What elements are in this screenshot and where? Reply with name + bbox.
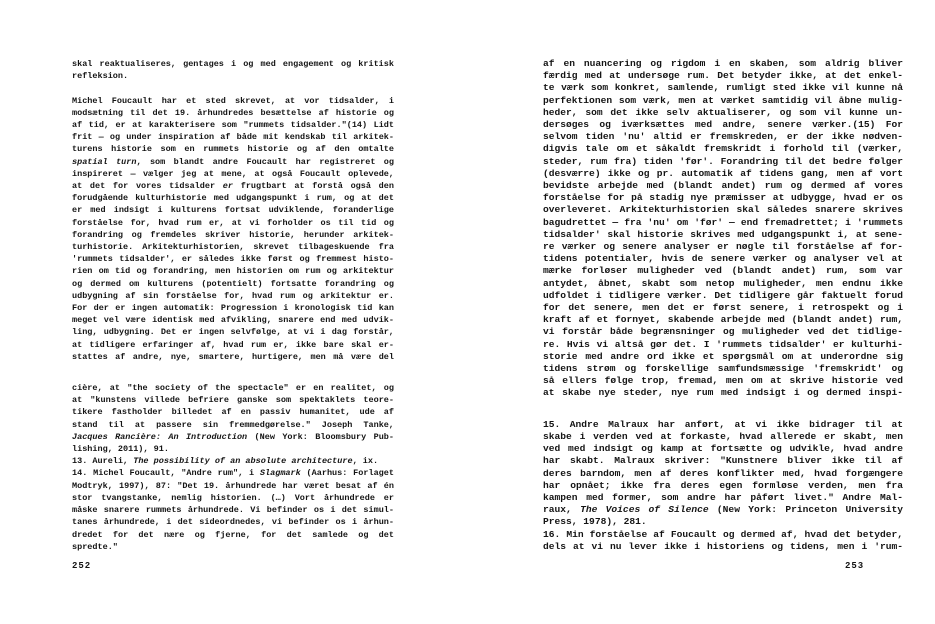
text-line: udbygning af sin forståelse for, hvad rum og arkitektur er. xyxy=(72,290,394,301)
text-line: bevidste arbejde med (blandt andet) rum og dermed af vores xyxy=(543,180,903,192)
text-line: Michel Foucault har et sted skrevet, at vor tidsalder, i xyxy=(72,95,394,106)
text-line: færdig med at undersøge rum. Det betyder ikke, at det enkel- xyxy=(543,70,903,82)
text-line: deres barndom, men af deres konflikter med, hvad forgængere xyxy=(543,467,903,479)
text-line: stand til at passere sin fremmedgørelse." Joseph Tanke, xyxy=(72,419,394,430)
text-line: 13. Aureli, The possibility of an absolute architecture, ix. xyxy=(72,456,379,467)
text-line: steder, rum fra) tiden 'før'. Forandring til det bedre følger xyxy=(543,155,903,167)
text-line: re. Hvis vi altså gør det. I 'rummets tidsalder' er kulturhi- xyxy=(543,338,903,350)
text-line: Jacques Rancière: An Introduction (New York: Bloomsbury Pub- xyxy=(72,431,395,442)
text-line: spatial turn, som blandt andre Foucault har registreret og xyxy=(72,156,394,167)
text-line: modsætning til det 19. århundredes besættelse af historie og xyxy=(72,107,394,118)
text-line: at skabe nye steder, nye rum med indsigt i og dermed inspi- xyxy=(543,387,903,399)
page-number-right: 253 xyxy=(845,561,865,571)
text-line: kraft af et fornyet, skabende arbejde med (blandt andet) rum, xyxy=(543,314,903,326)
text-line: mærke forløser muligheder ved (blandt andet) rum, som var xyxy=(543,265,903,277)
text-line: af tid, er at karakterisere som "rummets tidsalder."(14) Lidt xyxy=(72,120,394,130)
text-line: skabe i verden ved at forkaste, hvad allerede er skabt, men xyxy=(543,430,903,442)
text-line: forudgående kulturhistorie med udgangspunkt i rum, og at det xyxy=(72,193,394,204)
text-line: dersøges og iværksættes med andre, senere værker.(15) For xyxy=(543,119,903,131)
text-line: heder, som det ikke selv aktualiserer, og som vil kunne un- xyxy=(543,106,903,118)
text-line: tidens strøm og forskellige samfundsmæssige 'fremskridt' og xyxy=(543,363,903,375)
text-line: af en nuancering og rigdom i en skaben, som aldrig bliver xyxy=(543,58,903,69)
text-line: te værk som konkret, samlende, rumligt sted ikke vil kunne nå xyxy=(543,82,903,94)
text-line: kampen med former, som andre har påført livet." Andre Mal- xyxy=(543,491,903,503)
text-line: at tidligere erfaringer af, hvad rum er, ikke bare skal er- xyxy=(72,339,394,350)
text-line: ling, udbygning. Det er ingen selvfølge, at vi i dag forstår, xyxy=(72,327,394,338)
text-line: meget vel være identisk med afvikling, snarere end med udvik- xyxy=(72,315,394,326)
text-line: har skabt. Malraux skriver: "Kunstnere bliver ikke til af xyxy=(543,455,903,467)
text-line: skal reaktualiseres, gentages i og med engagement og kritisk xyxy=(72,59,394,69)
text-line: forståelse for, hvad rum er, at vi forholder os til tid og xyxy=(72,217,394,228)
text-line: Press, 1978), 281. xyxy=(543,516,647,528)
text-line: stattes af andre, nye, smartere, hurtigere, men må være del xyxy=(72,351,394,362)
text-line: 14. Michel Foucault, "Andre rum", i Slagmark (Aarhus: Forlaget xyxy=(72,468,394,479)
text-line: så ellers følge trop, fremad, men om at skrive historie ved xyxy=(543,375,903,387)
text-line: tanes århundrede, i det sideordnedes, vi befinder os i århun- xyxy=(72,517,394,528)
text-line: forståelse for på stadig nye præmisser at udbygge, hvad er os xyxy=(543,192,903,204)
body-paragraph-continuation xyxy=(543,58,903,400)
text-line: vi forstår både begrænsninger og muligheder ved det tidlige- xyxy=(543,326,903,338)
text-line: (desværre) ikke og pr. automatik af tidens gang, men af vort xyxy=(543,167,903,179)
text-line: perfektionen som værk, men at værket samtidig vil åbne mulig- xyxy=(543,94,903,106)
text-line: turhistorie. Arkitekturhistorien, skrevet tilbageskuende fra xyxy=(72,242,394,253)
text-line: dels at vi nu lever ikke i historiens og tidens, men i 'rum- xyxy=(543,540,903,552)
text-line: stor tvangstanke, nemlig historien. (…) Vort århundrede er xyxy=(72,492,394,503)
text-line: overleveret. Arkitekturhistorien skal således snarere skrives xyxy=(543,204,903,216)
text-line: spredte." xyxy=(72,541,118,552)
footnote-16 xyxy=(543,529,903,553)
page-right-253 xyxy=(543,58,903,553)
text-line: tikere fastholder billedet af en passiv humanitet, ude af xyxy=(72,407,394,418)
text-line: inspireret — vælger jeg at mene, at også Foucault oplevede, xyxy=(72,168,394,179)
text-line: cière, at "the society of the spectacle" er en realitet, og xyxy=(72,383,394,394)
text-line: tidsalder' skal historie skrives med udgangspunkt i, at sene- xyxy=(543,228,903,240)
text-line: bagudrettet — fra 'nu' om 'før' — end fremadrettet; i 'rummets xyxy=(543,216,903,228)
text-line: 16. Min forståelse af Foucault og dermed af, hvad det betyder, xyxy=(543,528,903,540)
text-line: For der er ingen automatik: Progression i kronologisk tid kan xyxy=(72,303,394,314)
text-line: at "kunstens villede befriere ganske som spektaklets teore- xyxy=(72,395,394,406)
text-line: dredet for det nære og fjerne, for det samlede og det xyxy=(72,529,394,540)
text-line: 15. Andre Malraux har anført, at vi ikke bidrager til at xyxy=(543,418,903,430)
text-line: re værker og senere analyser er nøgle til forståelse af for- xyxy=(543,241,903,253)
text-line: har opnået; ikke fra deres egen formløse verden, men fra xyxy=(543,479,903,491)
text-line: for det senere, men det er først senere, i retrospekt og i xyxy=(543,302,903,314)
footnote-15 xyxy=(543,419,903,529)
body-paragraph-end xyxy=(72,58,394,82)
text-line: at det for vores tidsalder er frugtbart at forstå også den xyxy=(72,181,394,192)
page-left-252 xyxy=(72,58,394,553)
text-line: forandring og fremdeles skriver historie, herunder arkitek- xyxy=(72,229,394,240)
text-line: udfoldet i tidligere værker. Det tidligere går faktuelt forud xyxy=(543,289,903,301)
page-number-left: 252 xyxy=(72,561,92,571)
text-line: er med indsigt i kulturens fortsat udviklende, foranderlige xyxy=(72,205,394,216)
text-line: selvom tiden 'nu' altid er fremskreden, er der ikke nødven- xyxy=(543,131,903,143)
footnote-12-continuation xyxy=(72,382,394,455)
text-line: frit — og under inspiration af både mit kendskab til arkitek- xyxy=(72,132,394,143)
text-line: Modtryk, 1997), 87: "Det 19. århundrede har været besat af én xyxy=(72,480,394,491)
text-line: tidens potentialer, hvis de senere værker og analyser vel at xyxy=(543,253,903,265)
text-line: raux, The Voices of Silence (New York: Princeton University xyxy=(543,504,904,516)
text-line: måske snarere rummets århundrede. Vi befinder os i det simul- xyxy=(72,505,394,516)
text-line: lishing, 2011), 91. xyxy=(72,444,169,455)
footnote-14 xyxy=(72,467,394,552)
body-paragraph-foucault xyxy=(72,95,394,363)
footnote-13 xyxy=(72,455,394,467)
text-line: antydet, åbnet, skabt som netop muligheder, men endnu ikke xyxy=(543,277,903,289)
text-line: turens historie som en rummets historie og af den omtalte xyxy=(72,144,394,155)
text-line: digvis tale om et såkaldt fremskridt i forhold til (værker, xyxy=(543,143,903,155)
text-line: ved med indsigt og kamp at fortsætte og udvikle, hvad andre xyxy=(543,443,903,455)
text-line: rien om tid og forandring, men historien om rum og arkitektur xyxy=(72,266,394,277)
text-line: storie med andre ord ikke et spørgsmål om at underordne sig xyxy=(543,350,903,362)
text-line: 'rummets tidsalder', er således ikke først og fremmest histo- xyxy=(72,254,394,265)
text-line: og dermed om kulturens (potentielt) fortsatte forandring og xyxy=(72,278,394,289)
text-line: refleksion. xyxy=(72,71,129,82)
